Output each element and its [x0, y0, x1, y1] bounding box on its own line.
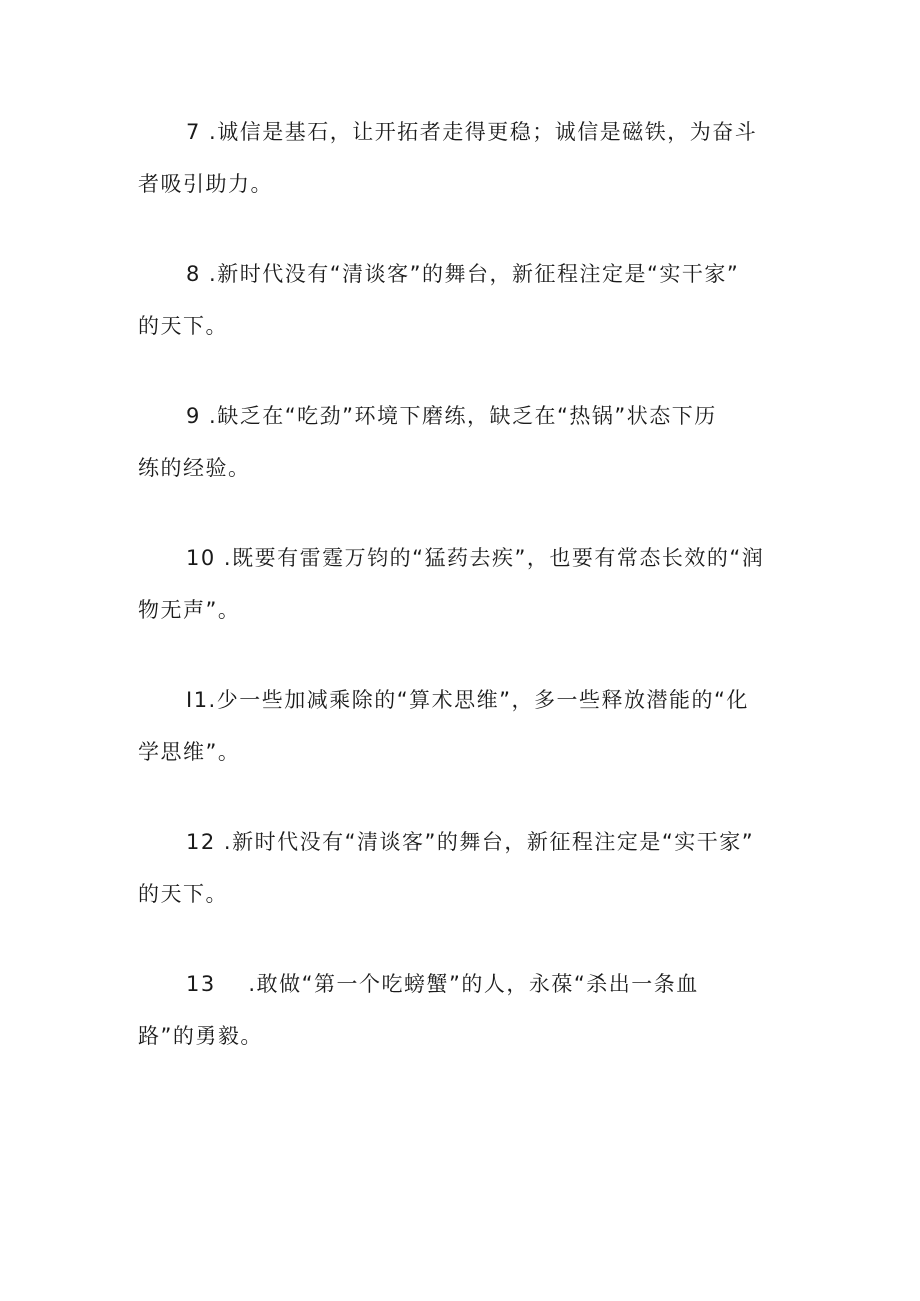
- paragraph-item-12: [138, 816, 788, 920]
- paragraph-line: 练的经验。: [138, 456, 251, 480]
- paragraph-line: 学思维”。: [138, 740, 241, 764]
- paragraph-item-13: [138, 958, 788, 1062]
- paragraph-item-11: [138, 674, 788, 778]
- paragraph-line: 13 .敢做“第一个吃螃蟹”的人，永葆“杀出一条血: [186, 972, 699, 996]
- paragraph-line: 者吸引助力。: [138, 172, 273, 196]
- paragraph-line: 9 .缺乏在“吃劲”环境下磨练，缺乏在“热锅”状态下历: [186, 404, 717, 428]
- paragraph-line: 物无声”。: [138, 598, 241, 622]
- paragraph-line: 路”的勇毅。: [138, 1024, 263, 1048]
- paragraph-line: 的天下。: [138, 314, 228, 338]
- paragraph-item-10: [138, 532, 788, 636]
- paragraph-line: 8 .新时代没有“清谈客”的舞台，新征程注定是“实干家”: [186, 262, 740, 286]
- paragraph-item-9: [138, 390, 788, 494]
- paragraph-line: 10 .既要有雷霆万钧的“猛药去疾”，也要有常态长效的“润: [186, 546, 765, 570]
- paragraph-line: 12 .新时代没有“清谈客”的舞台，新征程注定是“实干家”: [186, 830, 755, 854]
- paragraph-item-8: [138, 248, 788, 352]
- paragraph-line: I1.少一些加减乘除的“算术思维”，多一些释放潜能的“化: [186, 688, 749, 712]
- paragraph-item-7: [138, 106, 788, 210]
- paragraph-line: 7 .诚信是基石，让开拓者走得更稳；诚信是磁铁，为奋斗: [186, 120, 758, 144]
- paragraph-line: 的天下。: [138, 882, 228, 906]
